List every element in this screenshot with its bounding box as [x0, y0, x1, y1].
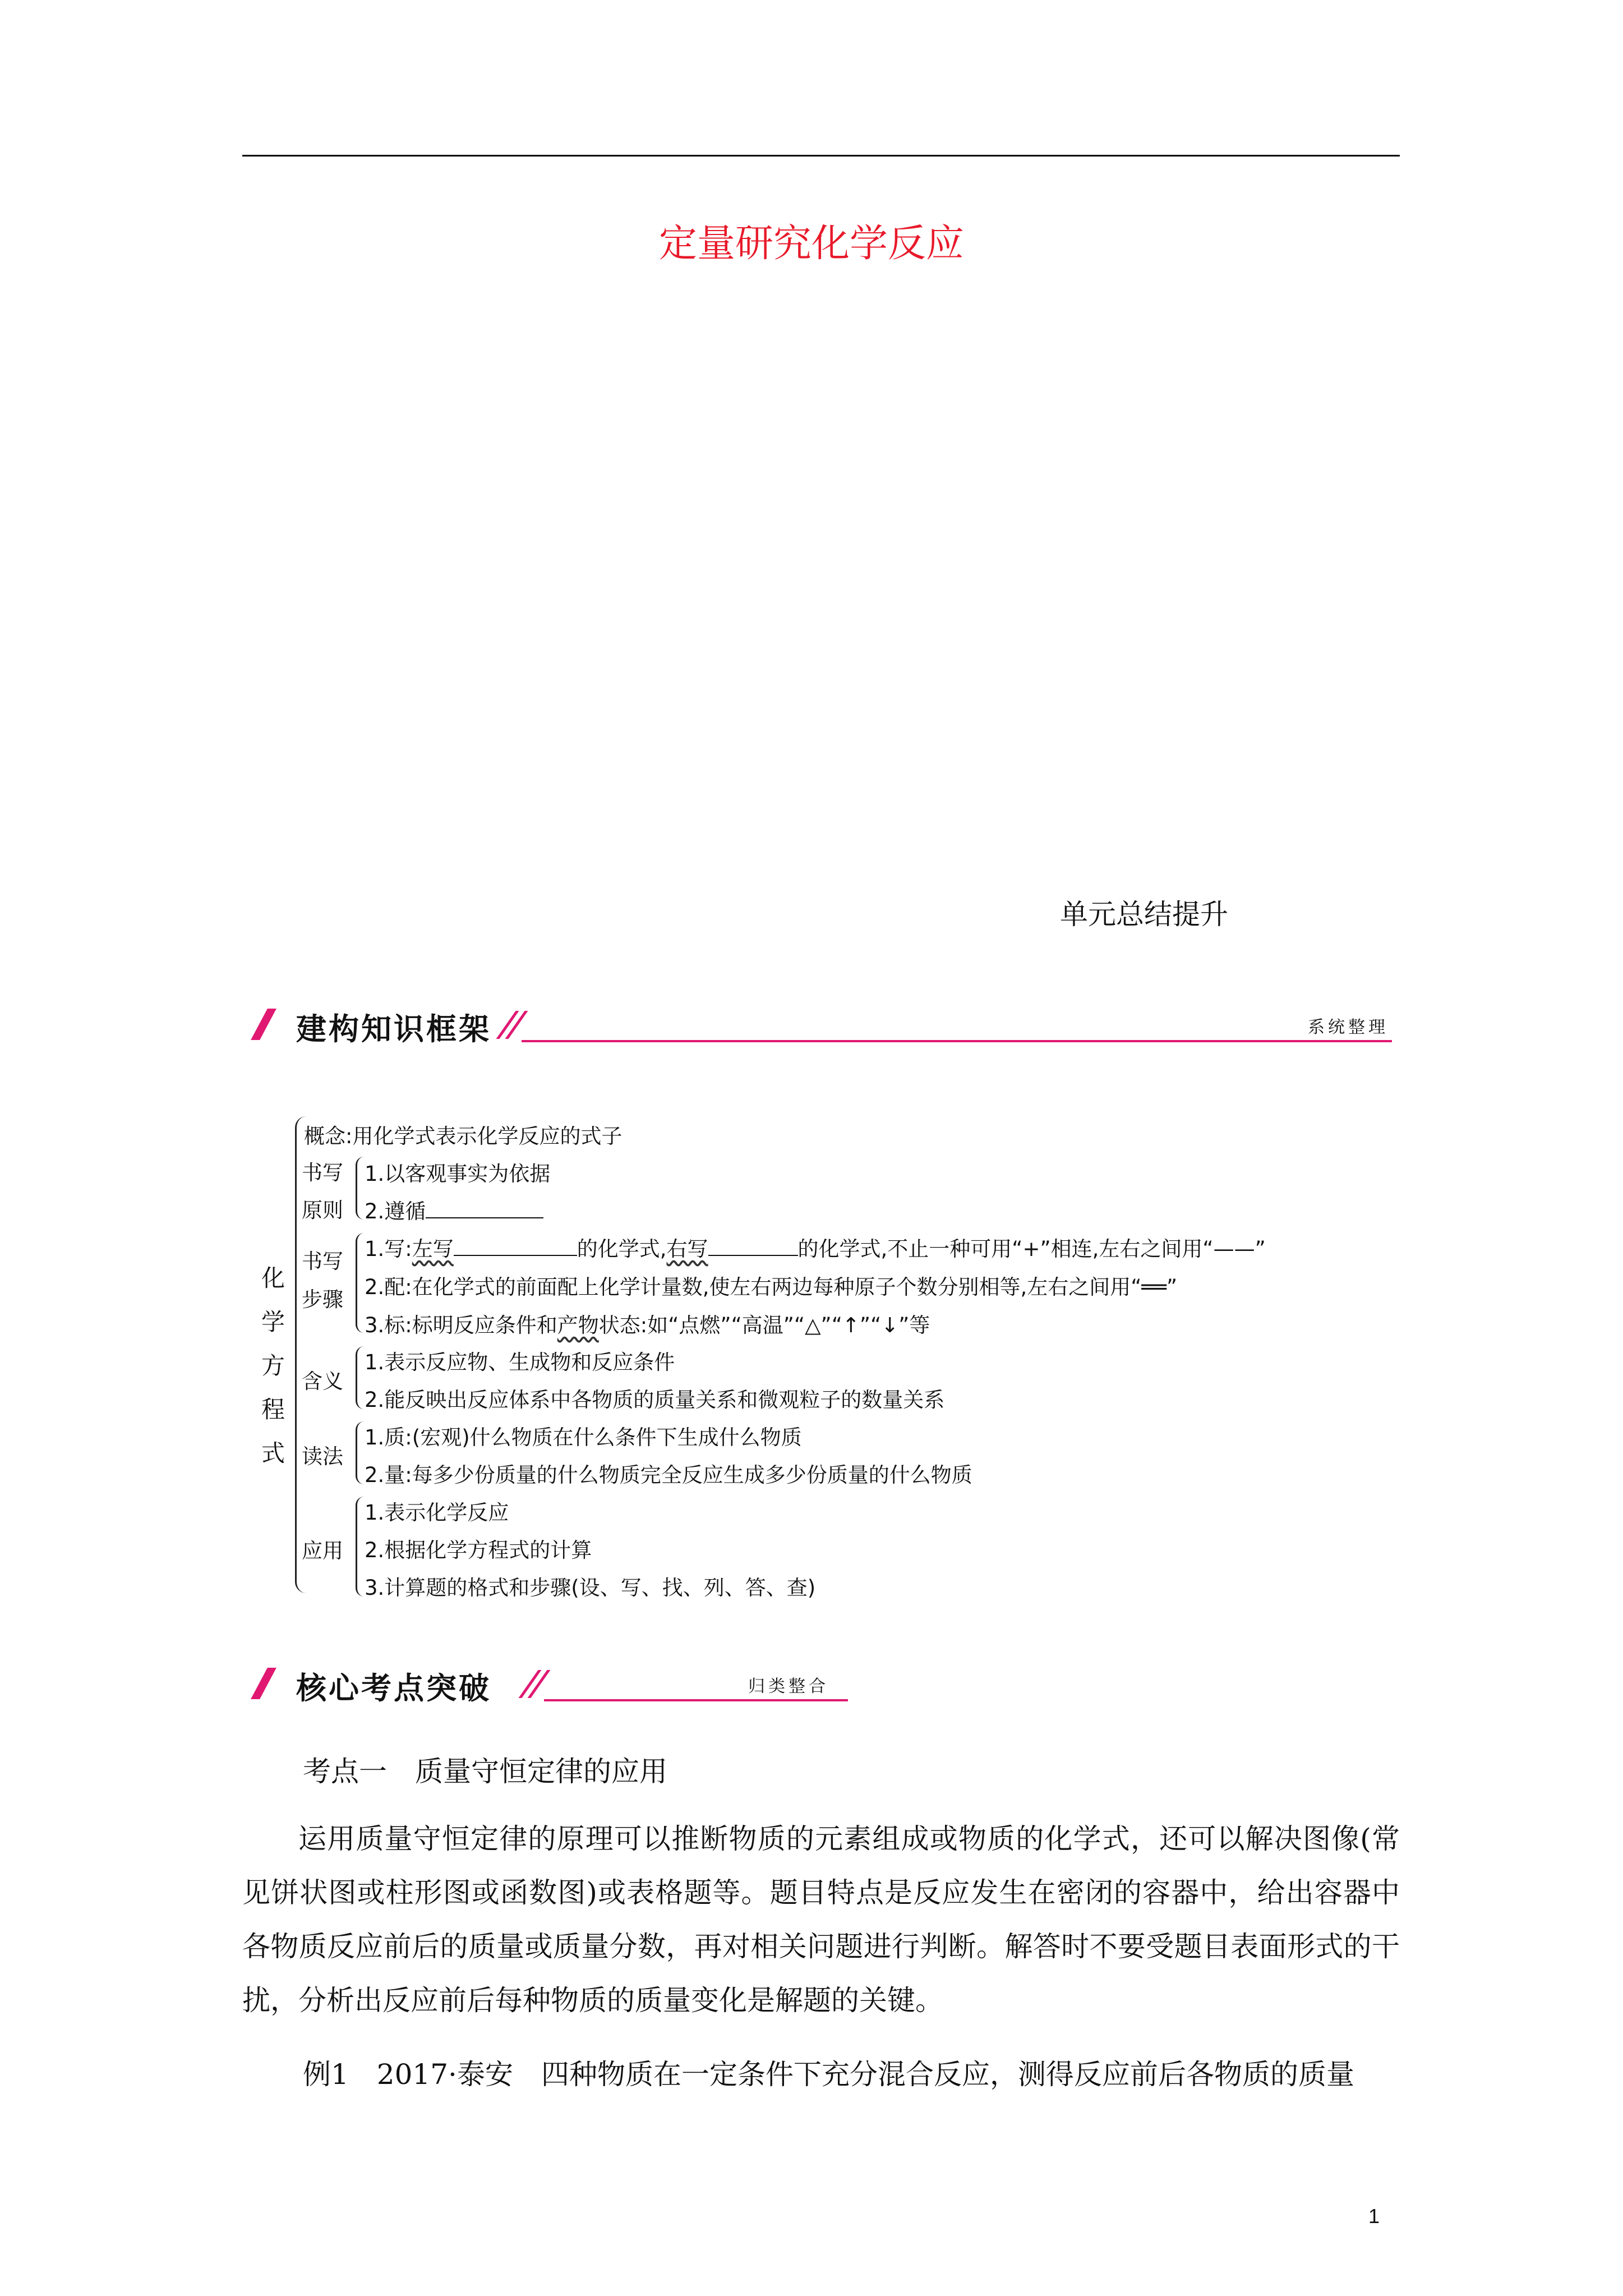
meaning-brace	[356, 1346, 364, 1409]
answer-blank	[426, 1198, 543, 1218]
steps-brace	[356, 1233, 364, 1333]
answer-blank	[454, 1236, 577, 1256]
banner-slash-icon	[251, 1668, 276, 1699]
unit-subtitle: 单元总结提升	[1060, 898, 1228, 931]
principles-brace	[356, 1157, 364, 1220]
step-mark: 3.标:标明反应条件和产物状态:如“点燃”“高温”“△”“↑”“↓”等	[365, 1313, 930, 1337]
principle-item: 1.以客观事实为依据	[365, 1162, 551, 1186]
section-banner-core	[253, 1663, 848, 1708]
section-heading: 核心考点突破	[296, 1671, 491, 1706]
framework-concept: 概念:用化学式表示化学反应的式子	[304, 1124, 623, 1148]
page-number: 1	[1368, 2205, 1380, 2228]
section-banner-framework	[253, 1004, 1392, 1049]
example-text: 例1 2017·泰安 四种物质在一定条件下充分混合反应，测得反应前后各物质的质量	[303, 2058, 1354, 2091]
step-write: 1.写:左写 的化学式,右写 的化学式,不止一种可用“+”相连,左右之间用“——”	[365, 1237, 1266, 1261]
step-balance: 2.配:在化学式的前面配上化学计量数,使左右两边每种原子个数分别相等,左右之间用“══”	[365, 1275, 1178, 1299]
point-paragraph: 运用质量守恒定律的原理可以推断物质的元素组成或物质的化学式，还可以解决图像(常见饼状图或柱形图或函数图)或表格题等。题目特点是反应发生在密闭的容器中，给出容器中各物质反应前后的质量或质量分数，再对相关问题进行判断。解答时不要受题目表面形式的干扰，分析出反应前后每种物质的质量变化是解题的关键。	[242, 1823, 1400, 2017]
reading-brace	[356, 1421, 364, 1484]
application-label: 应用	[302, 1539, 343, 1563]
steps-label-bottom: 步骤	[302, 1287, 343, 1312]
reading-item: 1.质:(宏观)什么物质在什么条件下生成什么物质	[365, 1425, 802, 1450]
meaning-label: 含义	[302, 1369, 343, 1393]
page-title: 定量研究化学反应	[658, 222, 964, 266]
steps-label-top: 书写	[302, 1249, 343, 1273]
point-title: 考点一 质量守恒定律的应用	[303, 1755, 667, 1788]
principles-label-bottom: 原则	[302, 1198, 343, 1222]
application-item: 3.计算题的格式和步骤(设、写、找、列、答、查)	[365, 1576, 816, 1600]
meaning-item: 1.表示反应物、生成物和反应条件	[365, 1350, 675, 1374]
reading-label: 读法	[302, 1444, 343, 1469]
framework-root-label: 化 学 方 程 式	[261, 1264, 285, 1467]
answer-blank	[708, 1236, 798, 1256]
banner-line	[522, 1040, 1392, 1042]
section-tag: 归类整合	[748, 1677, 829, 1696]
section-tag: 系统整理	[1308, 1018, 1389, 1037]
root-brace	[295, 1116, 307, 1593]
principle-item: 2.遵循	[365, 1194, 543, 1225]
application-brace	[356, 1497, 364, 1596]
application-item: 2.根据化学方程式的计算	[365, 1538, 592, 1562]
banner-line	[544, 1699, 848, 1701]
header-rule	[242, 155, 1400, 157]
principles-label-top: 书写	[302, 1161, 343, 1185]
reading-item: 2.量:每多少份质量的什么物质完全反应生成多少份质量的什么物质	[365, 1463, 972, 1487]
application-item: 1.表示化学反应	[365, 1501, 509, 1525]
banner-slash-icon	[251, 1009, 276, 1040]
meaning-item: 2.能反映出反应体系中各物质的质量关系和微观粒子的数量关系	[365, 1388, 945, 1412]
section-heading: 建构知识框架	[296, 1011, 491, 1047]
